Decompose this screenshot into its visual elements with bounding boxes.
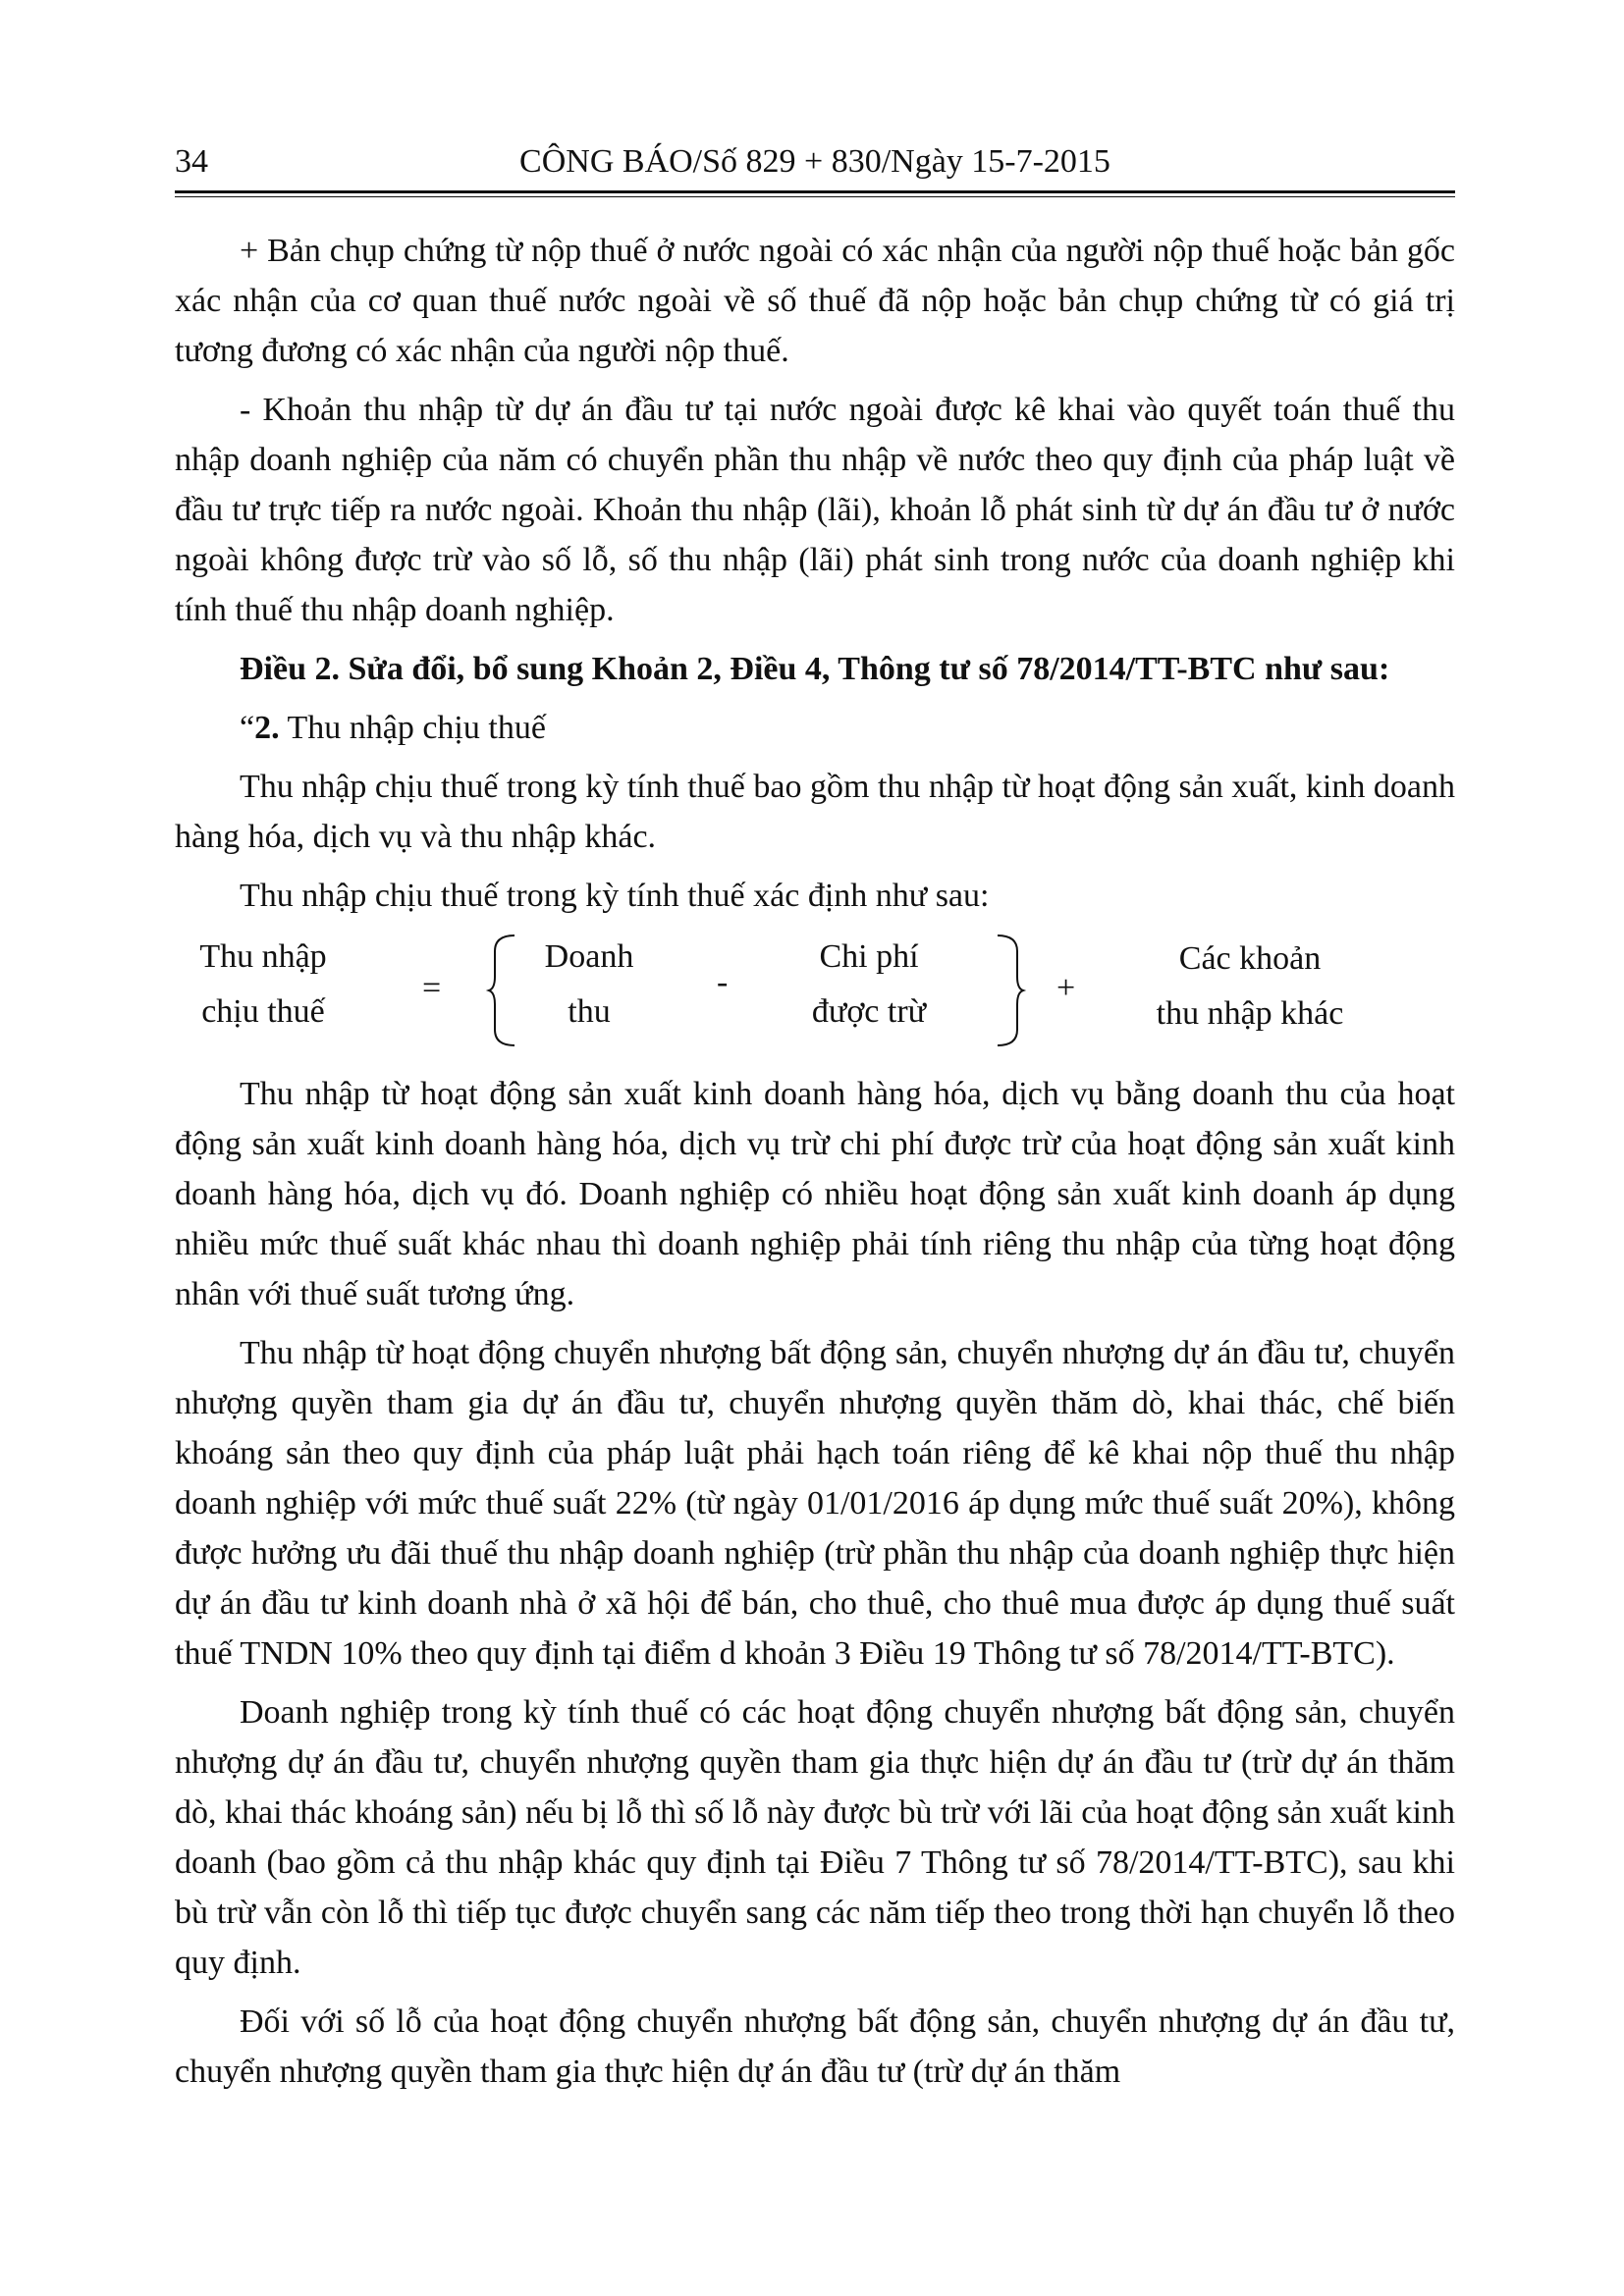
paragraph-tax-receipt-copy: + Bản chụp chứng từ nộp thuế ở nước ngoài có xác nhận của người nộp thuế hoặc bản gốc xác nhận của cơ quan thuế nước ngoài về số thuế đã nộp hoặc bản chụp chứng từ có giá trị tương đương có xác nhận của người nộp thuế. [175,233,1455,369]
header-rule-thick [175,190,1455,193]
formula-other-line2: thu nhập khác [1156,995,1344,1032]
clause-title [175,703,1455,753]
paragraph-foreign-income: - Khoản thu nhập từ dự án đầu tư tại nước ngoài được kê khai vào quyết toán thuế thu nhập doanh nghiệp của năm có chuyển phần thu nhập về nước theo quy định của pháp luật về đầu tư trực tiếp ra nước ngoài. Khoản thu nhập (lãi), khoản lỗ phát sinh từ dự án đầu tư ở nước ngoài không được trừ vào số lỗ, số thu nhập (lãi) phát sinh trong nước của doanh nghiệp khi tính thuế thu nhập doanh nghiệp. [175,392,1455,628]
formula-revenue [520,930,658,1040]
formula-other-income [1127,932,1373,1041]
formula-left-bracket [489,934,518,1047]
formula-cost-line2: được trừ [811,993,927,1030]
paragraph-loss-offset: Doanh nghiệp trong kỳ tính thuế có các hoạt động chuyển nhượng bất động sản, chuyển nhượng dự án đầu tư, chuyển nhượng quyền tham gia thực hiện dự án đầu tư (trừ dự án thăm dò, khai thác khoáng sản) nếu bị lỗ thì số lỗ này được bù trừ với lãi của hoạt động sản xuất kinh doanh (bao gồm cả thu nhập khác quy định tại Điều 7 Thông tư số 78/2014/TT-BTC), sau khi bù trừ vẫn còn lỗ thì tiếp tục được chuyển sang các năm tiếp theo trong thời hạn chuyển lỗ theo quy định. [175,1694,1455,1981]
paragraph-business-income: Thu nhập từ hoạt động sản xuất kinh doanh hàng hóa, dịch vụ bằng doanh thu của hoạt động sản xuất kinh doanh hàng hóa, dịch vụ trừ chi phí được trừ của hoạt động sản xuất kinh doanh hàng hóa, dịch vụ đó. Doanh nghiệp có nhiều hoạt động sản xuất kinh doanh áp dụng nhiều mức thuế suất khác nhau thì doanh nghiệp phải tính riêng thu nhập của từng hoạt động nhân với thuế suất tương ứng. [175,1076,1455,1312]
formula-cost-line1: Chi phí [819,938,919,975]
formula-minus: - [717,964,729,1000]
article-heading: Điều 2. Sửa đổi, bổ sung Khoản 2, Điều 4, Thông tư số 78/2014/TT-BTC như sau: [240,651,1390,687]
formula-equals: = [422,970,442,1006]
paragraph-taxable-income-definition: Thu nhập chịu thuế trong kỳ tính thuế bao gồm thu nhập từ hoạt động sản xuất, kinh doanh hàng hóa, dịch vụ và thu nhập khác. [175,769,1455,855]
paragraph-real-estate-transfer-income: Thu nhập từ hoạt động chuyển nhượng bất động sản, chuyển nhượng dự án đầu tư, chuyển nhượng quyền tham gia dự án đầu tư, chuyển nhượng quyền thăm dò, khai thác, chế biến khoáng sản theo quy định của pháp luật phải hạch toán riêng để kê khai nộp thuế thu nhập doanh nghiệp với mức thuế suất 22% (từ ngày 01/01/2016 áp dụng mức thuế suất 20%), không được hưởng ưu đãi thuế thu nhập doanh nghiệp (trừ phần thu nhập của doanh nghiệp thực hiện dự án đầu tư kinh doanh nhà ở xã hội để bán, cho thuê, cho thuê mua được áp dụng thuế suất thuế TNDN 10% theo quy định tại điểm d khoản 3 Điều 19 Thông tư số 78/2014/TT-BTC). [175,1335,1455,1672]
formula-revenue-line1: Doanh [544,938,634,975]
formula-cost [785,930,952,1040]
formula-lhs-line1: Thu nhập [199,938,327,975]
header-rule-thin [175,196,1455,197]
formula-lhs-line2: chịu thuế [201,993,325,1030]
formula-plus: + [1056,970,1076,1006]
clause-title-text: Thu nhập chịu thuế [279,710,546,746]
formula-revenue-line2: thu [568,993,611,1030]
paragraph-formula-intro: Thu nhập chịu thuế trong kỳ tính thuế xác định như sau: [240,878,990,914]
gazette-title: CÔNG BÁO/Số 829 + 830/Ngày 15-7-2015 [519,143,1110,180]
formula-right-bracket [996,934,1025,1047]
clause-number: 2. [254,710,280,746]
clause-quote: “ [240,710,255,746]
formula-other-line1: Các khoản [1178,940,1322,977]
paragraph-loss-continuation: Đối với số lỗ của hoạt động chuyển nhượng bất động sản, chuyển nhượng dự án đầu tư, chuyển nhượng quyền tham gia thực hiện dự án đầu tư (trừ dự án thăm [175,2003,1455,2090]
page-header [175,135,1455,185]
page-number: 34 [175,143,208,180]
taxable-income-formula [175,930,1455,1055]
formula-lhs [175,930,352,1040]
document-body [175,226,1455,2106]
